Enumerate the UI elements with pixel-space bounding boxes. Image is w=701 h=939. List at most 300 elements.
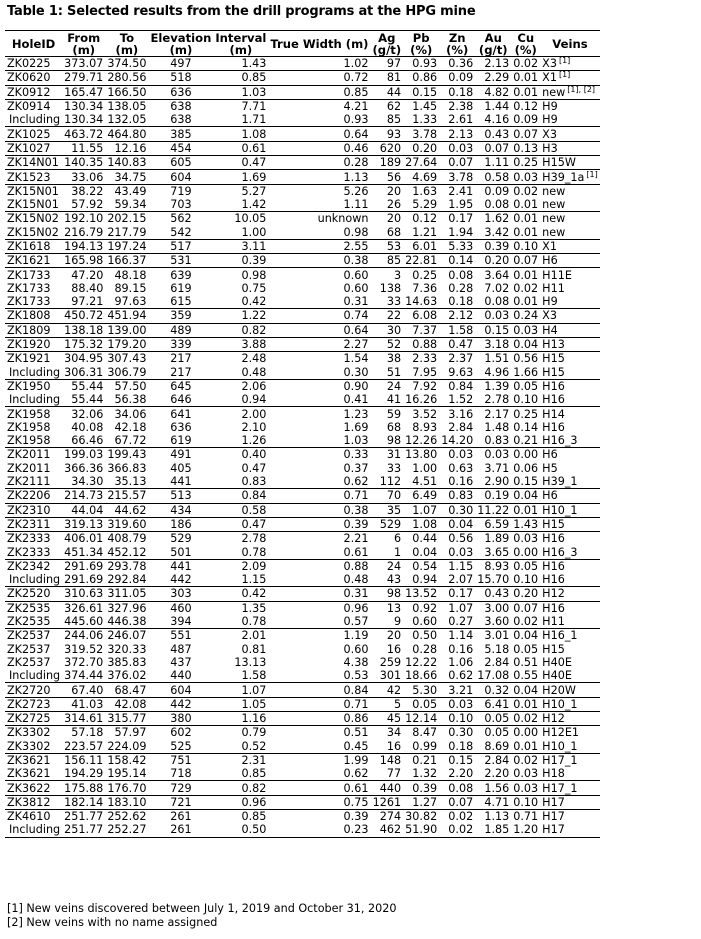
cell-value: 0.71 [343, 697, 369, 711]
cell-value: 0.05 [513, 559, 539, 573]
cell-interval [213, 642, 268, 655]
cell-value: 97.63 [114, 295, 147, 309]
cell-value: 0.47 [241, 517, 267, 531]
cell-interval [213, 239, 268, 253]
cell-to [105, 226, 148, 240]
table-row [5, 503, 600, 517]
cell-value: 0.03 [448, 545, 474, 559]
cell-interval [213, 421, 268, 434]
cell-au [475, 379, 511, 393]
cell-elev [148, 170, 213, 184]
cell-value: 0.88 [412, 338, 438, 352]
table-row [5, 85, 600, 99]
cell-interval [213, 503, 268, 517]
cell-value: 0.02 [448, 810, 474, 824]
cell-pb [403, 669, 439, 683]
footnote-1: [1] New veins discovered between July 1, 2019 and October 31, 2020 [7, 902, 397, 915]
cell-hole [5, 198, 62, 212]
cell-value: 22.81 [405, 254, 438, 268]
cell-value: 0.02 [513, 184, 539, 198]
cell-value: 98 [386, 434, 402, 448]
cell-value: 252.62 [107, 810, 147, 824]
cell-elev [148, 642, 213, 655]
cell-value: 0.08 [484, 295, 510, 309]
cell-from [62, 448, 105, 462]
column-header-label: Interval [215, 31, 267, 45]
cell-interval [213, 532, 268, 546]
cell-pb [403, 309, 439, 323]
table-row [5, 697, 600, 711]
cell-value: 0.51 [513, 655, 539, 669]
cell-vein [540, 683, 600, 697]
cell-interval [213, 254, 268, 268]
cell-value: 462 [379, 823, 402, 837]
cell-value: 1261 [372, 795, 402, 809]
cell-hole [5, 795, 62, 809]
cell-elev [148, 726, 213, 740]
cell-value: 8.93 [412, 420, 438, 434]
cell-tw [268, 697, 370, 711]
cell-value: 314.61 [64, 712, 104, 726]
cell-from [62, 711, 105, 725]
cell-value: 6.08 [412, 309, 438, 323]
cell-zn [439, 823, 475, 837]
cell-value: ZK2725 [7, 712, 51, 726]
cell-value: 66.46 [71, 434, 104, 448]
cell-value: 301 [379, 669, 402, 683]
cell-to [105, 212, 148, 226]
cell-elev [148, 254, 213, 268]
cell-cu [511, 823, 540, 837]
cell-elev [148, 226, 213, 240]
cell-value: 0.08 [484, 198, 510, 212]
cell-value: 53 [386, 240, 402, 253]
table-row [5, 184, 600, 198]
cell-value: 491 [170, 448, 192, 462]
cell-value: 0.81 [241, 642, 267, 656]
cell-zn [439, 532, 475, 546]
cell-value: 56.38 [114, 393, 147, 407]
cell-value: 2.33 [412, 352, 438, 366]
cell-value: 0.02 [513, 615, 539, 629]
cell-value: 244.06 [64, 629, 104, 643]
cell-vein [540, 767, 600, 781]
cell-value: 0.85 [241, 71, 267, 85]
cell-value: 0.74 [343, 309, 369, 323]
cell-ag [370, 573, 403, 587]
cell-value: 306.79 [107, 365, 147, 379]
cell-value: 513 [170, 489, 192, 503]
cell-value: 3.52 [412, 407, 438, 421]
cell-au [475, 434, 511, 448]
cell-value: 1.11 [343, 198, 369, 212]
cell-value: 1.43 [513, 517, 539, 531]
cell-value: 251.77 [64, 810, 104, 824]
cell-value: 0.01 [513, 739, 539, 753]
cell-cu [511, 198, 540, 212]
cell-value: 67.72 [114, 434, 147, 448]
cell-value: 0.14 [448, 254, 474, 268]
cell-cu [511, 226, 540, 240]
cell-pb [403, 475, 439, 489]
cell-value: ZK3621 [7, 767, 51, 781]
cell-zn [439, 629, 475, 643]
cell-hole [5, 462, 62, 475]
cell-zn [439, 517, 475, 531]
cell-value: 0.50 [241, 823, 267, 837]
cell-ag [370, 448, 403, 462]
cell-value: H16 [542, 532, 565, 546]
cell-from [62, 212, 105, 226]
cell-value: 0.45 [343, 739, 369, 753]
cell-au [475, 212, 511, 226]
cell-ag [370, 407, 403, 421]
cell-au [475, 503, 511, 517]
cell-value: 529 [379, 517, 402, 531]
column-header-label: Zn [448, 31, 466, 45]
cell-hole [5, 656, 62, 669]
cell-value: 1.58 [448, 323, 474, 337]
cell-value: 8.93 [484, 559, 510, 573]
cell-au [475, 545, 511, 559]
cell-tw [268, 601, 370, 615]
cell-value: 148 [379, 753, 402, 767]
cell-hole [5, 683, 62, 697]
cell-value: 0.07 [448, 795, 474, 809]
cell-value: 0.09 [484, 184, 510, 198]
cell-value: 0.55 [513, 669, 539, 683]
cell-from [62, 475, 105, 489]
cell-value: 14.63 [405, 295, 438, 309]
cell-value: 319.60 [107, 517, 147, 531]
cell-value: 562 [170, 212, 192, 226]
cell-au [475, 254, 511, 268]
cell-ag [370, 184, 403, 198]
cell-value: H12 [542, 587, 565, 601]
cell-ag [370, 587, 403, 601]
cell-to [105, 475, 148, 489]
cell-value: 251.77 [64, 823, 104, 837]
cell-tw [268, 642, 370, 655]
cell-value: 751 [170, 753, 192, 767]
cell-pb [403, 170, 439, 184]
table-row [5, 212, 600, 226]
cell-value: 0.16 [448, 642, 474, 656]
cell-elev [148, 282, 213, 295]
cell-value: 0.10 [513, 240, 539, 253]
cell-value: 0.60 [343, 281, 369, 295]
cell-value: 0.02 [513, 753, 539, 767]
cell-value: 2.37 [448, 352, 474, 366]
cell-pb [403, 421, 439, 434]
cell-pb [403, 573, 439, 587]
cell-zn [439, 573, 475, 587]
cell-value: 452.12 [107, 545, 147, 559]
cell-zn [439, 587, 475, 601]
column-header-au [475, 31, 511, 57]
cell-value: 0.20 [412, 141, 438, 155]
cell-value: 291.69 [64, 559, 104, 573]
cell-value: 41 [386, 393, 402, 407]
cell-hole [5, 711, 62, 725]
cell-value: 385.83 [107, 655, 147, 669]
cell-vein [540, 268, 600, 282]
cell-elev [148, 184, 213, 198]
cell-value: 0.60 [343, 268, 369, 282]
cell-value: H13 [542, 338, 565, 352]
cell-value: 0.84 [343, 683, 369, 697]
cell-cu [511, 726, 540, 740]
cell-value: ZK1618 [7, 240, 51, 253]
cell-hole [5, 282, 62, 295]
cell-from [62, 726, 105, 740]
cell-hole [5, 127, 62, 141]
cell-cu [511, 282, 540, 295]
cell-value: 13 [386, 601, 402, 615]
cell-zn [439, 559, 475, 573]
cell-value: 68 [386, 225, 402, 239]
cell-interval [213, 57, 268, 71]
cell-vein [540, 517, 600, 531]
table-row [5, 434, 600, 448]
cell-value: 0.02 [513, 57, 539, 71]
cell-value: ZK1950 [7, 379, 51, 393]
cell-elev [148, 656, 213, 669]
cell-pb [403, 489, 439, 503]
cell-cu [511, 601, 540, 615]
cell-value: 0.10 [513, 393, 539, 407]
cell-value: 442 [170, 697, 192, 711]
cell-value: 0.71 [513, 810, 539, 824]
cell-value: 0.38 [343, 503, 369, 517]
cell-value: ZK2535 [7, 615, 51, 629]
cell-value: 88.40 [71, 281, 104, 295]
cell-value: 33 [386, 461, 402, 475]
cell-value: 2.84 [448, 420, 474, 434]
cell-from [62, 795, 105, 809]
cell-elev [148, 352, 213, 366]
table-row [5, 462, 600, 475]
cell-value: 605 [170, 156, 192, 170]
cell-elev [148, 393, 213, 407]
cell-interval [213, 393, 268, 407]
cell-value: 2.27 [343, 338, 369, 352]
cell-tw [268, 393, 370, 407]
cell-value: H40E [542, 669, 572, 683]
column-header-label: Veins [552, 37, 588, 51]
cell-pb [403, 587, 439, 601]
cell-value: 165.47 [64, 85, 104, 99]
cell-zn [439, 127, 475, 141]
cell-value: 0.98 [241, 268, 267, 282]
cell-au [475, 683, 511, 697]
cell-interval [213, 337, 268, 351]
cell-value: 0.38 [343, 254, 369, 268]
cell-value: 1.22 [241, 309, 267, 323]
cell-vein [540, 156, 600, 170]
cell-value: 0.00 [513, 545, 539, 559]
cell-value: 4.16 [484, 113, 510, 127]
cell-value: X1 [542, 240, 557, 253]
cell-value: 9 [394, 615, 402, 629]
cell-interval [213, 462, 268, 475]
cell-au [475, 57, 511, 71]
cell-value: 0.56 [448, 532, 474, 546]
cell-value: 0.85 [241, 810, 267, 824]
cell-tw [268, 545, 370, 559]
cell-value: 3.21 [448, 683, 474, 697]
cell-value: 279.71 [64, 71, 104, 85]
cell-vein [540, 532, 600, 546]
cell-tw [268, 379, 370, 393]
cell-pb [403, 711, 439, 725]
cell-pb [403, 503, 439, 517]
cell-value: 1.07 [448, 601, 474, 615]
cell-value: 42 [386, 683, 402, 697]
cell-tw [268, 352, 370, 366]
cell-from [62, 393, 105, 407]
cell-tw [268, 448, 370, 462]
table-row-including [5, 669, 600, 683]
cell-pb [403, 434, 439, 448]
cell-value: ZK2333 [7, 532, 51, 546]
cell-value: 85 [386, 113, 402, 127]
cell-cu [511, 669, 540, 683]
cell-to [105, 337, 148, 351]
cell-value: 7.37 [412, 323, 438, 337]
cell-elev [148, 212, 213, 226]
cell-value: 1.02 [343, 57, 369, 71]
cell-to [105, 323, 148, 337]
cell-interval [213, 309, 268, 323]
cell-value: H40E [542, 655, 572, 669]
cell-cu [511, 545, 540, 559]
cell-value: 0.25 [412, 268, 438, 282]
cell-vein [540, 559, 600, 573]
cell-value: 0.08 [448, 781, 474, 795]
column-header-label: Ag [378, 31, 396, 45]
cell-value: ZK0620 [7, 71, 51, 85]
cell-pb [403, 184, 439, 198]
cell-au [475, 71, 511, 85]
table-row [5, 656, 600, 669]
cell-value: 3.60 [484, 615, 510, 629]
cell-to [105, 532, 148, 546]
cell-value: 604 [170, 170, 192, 184]
cell-value: 406.01 [64, 532, 104, 546]
cell-interval [213, 379, 268, 393]
cell-zn [439, 57, 475, 71]
cell-cu [511, 642, 540, 655]
cell-value: ZK2723 [7, 697, 51, 711]
cell-value: 12.22 [405, 655, 438, 669]
cell-value: 0.03 [448, 448, 474, 462]
cell-value: 0.43 [484, 127, 510, 141]
cell-value: 175.32 [64, 338, 104, 352]
cell-hole [5, 156, 62, 170]
cell-value: 59.34 [114, 198, 147, 212]
cell-au [475, 99, 511, 113]
cell-to [105, 615, 148, 629]
cell-value: 22 [386, 309, 402, 323]
cell-hole [5, 323, 62, 337]
cell-value: 0.12 [412, 212, 438, 226]
cell-value: 0.00 [513, 448, 539, 462]
cell-hole [5, 99, 62, 113]
cell-ag [370, 532, 403, 546]
cell-vein [540, 323, 600, 337]
cell-value: 394 [170, 615, 192, 629]
cell-value: 0.01 [513, 212, 539, 226]
cell-interval [213, 295, 268, 309]
cell-value: 24 [386, 559, 402, 573]
cell-value: 215.57 [107, 489, 147, 503]
cell-value: 0.18 [448, 85, 474, 99]
table-row [5, 268, 600, 282]
cell-elev [148, 559, 213, 573]
cell-value: 0.48 [343, 573, 369, 587]
cell-interval [213, 573, 268, 587]
cell-interval [213, 226, 268, 240]
cell-value: H9 [542, 113, 558, 127]
cell-value: 4.71 [484, 795, 510, 809]
cell-elev [148, 753, 213, 767]
cell-value: 11.55 [71, 141, 104, 155]
cell-ag [370, 517, 403, 531]
cell-au [475, 393, 511, 407]
cell-au [475, 517, 511, 531]
cell-elev [148, 587, 213, 601]
cell-cu [511, 767, 540, 781]
cell-value: 57.92 [71, 198, 104, 212]
cell-pb [403, 740, 439, 754]
cell-interval [213, 629, 268, 643]
cell-ag [370, 379, 403, 393]
cell-value: 1.99 [343, 753, 369, 767]
cell-value: 13.80 [405, 448, 438, 462]
cell-value: 274 [379, 810, 402, 824]
cell-hole [5, 113, 62, 127]
cell-elev [148, 57, 213, 71]
cell-value: 4.96 [484, 365, 510, 379]
cell-zn [439, 295, 475, 309]
cell-value: ZK1621 [7, 254, 51, 268]
cell-zn [439, 767, 475, 781]
cell-value: 0.44 [412, 532, 438, 546]
cell-vein [540, 669, 600, 683]
cell-value: 179.20 [107, 338, 147, 352]
cell-value: 0.57 [343, 615, 369, 629]
cell-value: 0.10 [513, 795, 539, 809]
cell-pb [403, 226, 439, 240]
cell-value: H9 [542, 100, 558, 114]
cell-hole [5, 407, 62, 421]
cell-value: 0.01 [513, 295, 539, 309]
cell-value: 140.35 [64, 156, 104, 170]
column-header-label: Au [484, 31, 502, 45]
cell-value: X1 [542, 71, 557, 85]
cell-value: X3 [542, 57, 557, 71]
cell-to [105, 85, 148, 99]
cell-value: 366.83 [107, 461, 147, 475]
cell-value: 359 [170, 309, 192, 323]
table-row [5, 226, 600, 240]
cell-value: ZK2011 [7, 448, 51, 462]
cell-value: ZK2206 [7, 489, 51, 503]
cell-value: 280.56 [107, 71, 147, 85]
cell-value: H6 [542, 254, 558, 268]
table-row-including [5, 366, 600, 380]
